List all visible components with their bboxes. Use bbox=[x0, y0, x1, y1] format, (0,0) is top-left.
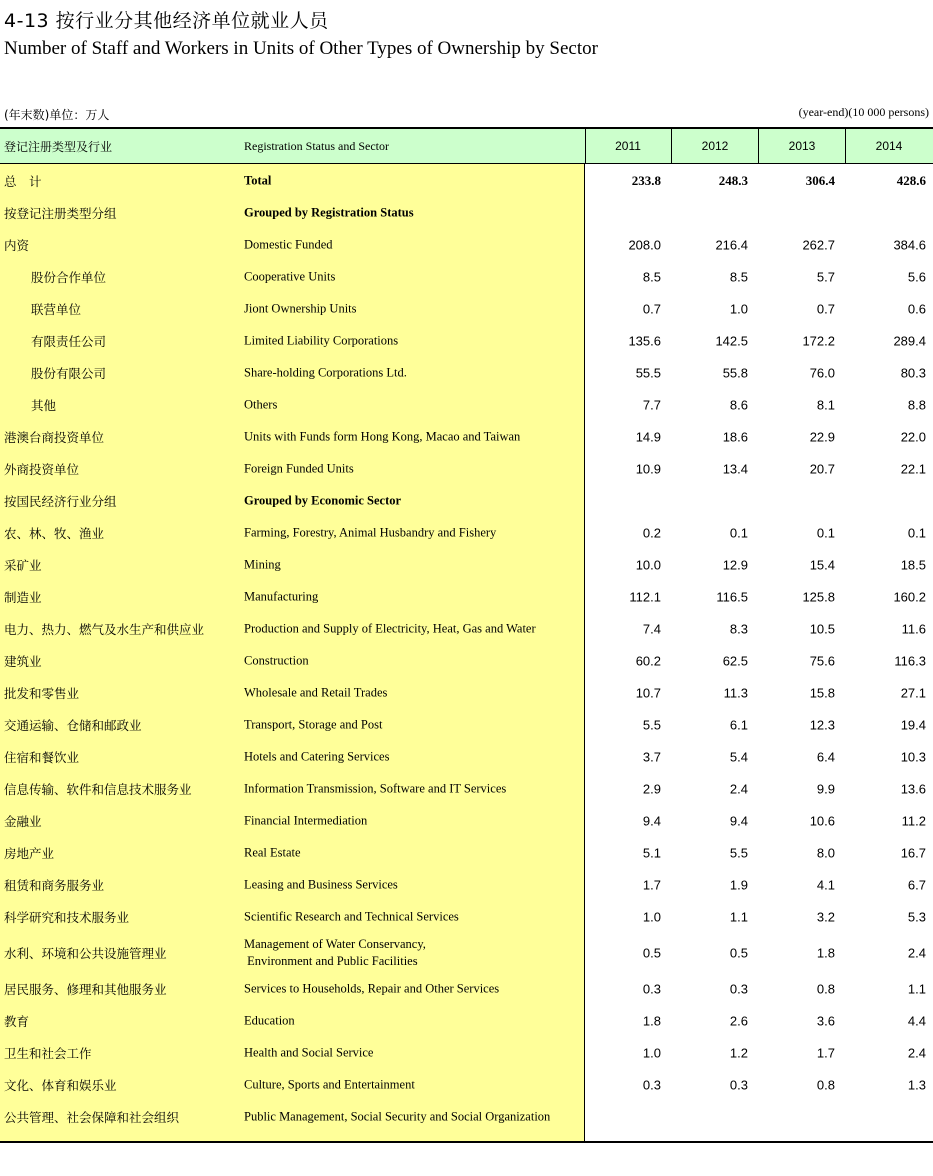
value-cell-2013: 306.4 bbox=[805, 173, 835, 188]
row-label-english: Limited Liability Corporations bbox=[244, 333, 399, 348]
row-label-chinese: 港澳台商投资单位 bbox=[4, 430, 105, 445]
table-row bbox=[0, 421, 933, 453]
row-label-chinese: 金融业 bbox=[4, 814, 42, 829]
value-cell-2011: 5.1 bbox=[642, 845, 661, 861]
table-row bbox=[0, 1005, 933, 1037]
value-cell-2011: 0.7 bbox=[642, 301, 661, 317]
value-cell-2011: 8.5 bbox=[642, 269, 661, 285]
value-cell-2012: 62.5 bbox=[722, 653, 748, 669]
row-label-chinese: 公共管理、社会保障和社会组织 bbox=[4, 1110, 180, 1125]
value-cell-2014: 0.6 bbox=[907, 301, 926, 317]
row-label-chinese: 按国民经济行业分组 bbox=[4, 494, 117, 509]
value-cell-2013: 22.9 bbox=[809, 429, 835, 445]
row-label-chinese: 电力、热力、燃气及水生产和供应业 bbox=[4, 622, 205, 637]
value-cell-2011: 1.8 bbox=[642, 1013, 661, 1029]
value-cell-2011: 1.0 bbox=[642, 1045, 661, 1061]
value-cell-2014: 2.4 bbox=[907, 1045, 926, 1061]
table-row bbox=[0, 973, 933, 1005]
row-label-chinese: 其他 bbox=[31, 398, 57, 413]
table-row bbox=[0, 549, 933, 581]
value-cell-2013: 8.1 bbox=[816, 397, 835, 413]
value-cell-2014: 80.3 bbox=[900, 365, 926, 381]
table-row bbox=[0, 229, 933, 261]
value-cell-2012: 13.4 bbox=[722, 461, 748, 477]
value-cell-2014: 16.7 bbox=[900, 845, 926, 861]
value-cell-2014: 160.2 bbox=[893, 589, 926, 605]
table-row bbox=[0, 293, 933, 325]
row-label-english: Grouped by Economic Sector bbox=[244, 493, 402, 508]
row-label-chinese: 居民服务、修理和其他服务业 bbox=[4, 982, 167, 997]
value-cell-2011: 2.9 bbox=[642, 781, 661, 797]
row-label-english: Cooperative Units bbox=[244, 269, 336, 284]
row-label-chinese: 采矿业 bbox=[4, 558, 42, 573]
unit-note-english: (year-end)(10 000 persons) bbox=[798, 105, 929, 119]
row-label-chinese: 股份有限公司 bbox=[31, 366, 107, 381]
value-cell-2012: 0.3 bbox=[729, 1077, 748, 1093]
value-cell-2014: 13.6 bbox=[900, 781, 926, 797]
value-cell-2013: 172.2 bbox=[802, 333, 835, 349]
row-label-chinese: 房地产业 bbox=[4, 846, 55, 861]
value-cell-2014: 384.6 bbox=[893, 237, 926, 253]
table-body bbox=[0, 165, 933, 1133]
value-cell-2011: 60.2 bbox=[635, 653, 661, 669]
value-cell-2011: 7.7 bbox=[642, 397, 661, 413]
value-cell-2012: 216.4 bbox=[715, 237, 748, 253]
row-label-chinese: 建筑业 bbox=[4, 654, 42, 669]
value-cell-2013: 9.9 bbox=[816, 781, 835, 797]
row-label-english: Foreign Funded Units bbox=[244, 461, 354, 476]
value-cell-2011: 55.5 bbox=[635, 365, 661, 381]
row-label-english: Wholesale and Retail Trades bbox=[244, 685, 388, 700]
row-label-english: Jiont Ownership Units bbox=[244, 301, 357, 316]
row-label-chinese: 交通运输、仓储和邮政业 bbox=[4, 718, 142, 733]
table-row bbox=[0, 1069, 933, 1101]
row-label-english: Others bbox=[244, 397, 278, 412]
row-label-english: Culture, Sports and Entertainment bbox=[244, 1077, 415, 1092]
row-label-chinese: 文化、体育和娱乐业 bbox=[4, 1078, 117, 1093]
table-row bbox=[0, 1037, 933, 1069]
value-cell-2014: 27.1 bbox=[900, 685, 926, 701]
value-cell-2012: 11.3 bbox=[723, 685, 748, 701]
table-row bbox=[0, 613, 933, 645]
header-year-2012: 2012 bbox=[701, 139, 729, 153]
value-cell-2013: 10.5 bbox=[809, 621, 835, 637]
row-label-english: Share-holding Corporations Ltd. bbox=[244, 365, 407, 380]
value-cell-2012: 5.4 bbox=[729, 749, 748, 765]
value-cell-2012: 0.5 bbox=[729, 945, 748, 961]
value-cell-2011: 208.0 bbox=[628, 237, 661, 253]
row-label-chinese: 联营单位 bbox=[31, 302, 82, 317]
table-row bbox=[0, 741, 933, 773]
table-row bbox=[0, 517, 933, 549]
value-cell-2011: 7.4 bbox=[642, 621, 661, 637]
header-year-2011: 2011 bbox=[615, 139, 641, 153]
value-cell-2011: 1.7 bbox=[642, 877, 661, 893]
row-label-chinese: 水利、环境和公共设施管理业 bbox=[4, 946, 167, 961]
value-cell-2014: 0.1 bbox=[907, 525, 926, 541]
row-label-english: Domestic Funded bbox=[244, 237, 333, 252]
row-label-english: Transport, Storage and Post bbox=[244, 717, 383, 732]
row-label-english: Units with Funds form Hong Kong, Macao and Taiwan bbox=[244, 429, 521, 444]
value-cell-2014: 1.3 bbox=[907, 1077, 926, 1093]
value-cell-2014: 18.5 bbox=[900, 557, 926, 573]
value-cell-2012: 6.1 bbox=[729, 717, 748, 733]
table-header-row bbox=[0, 129, 933, 164]
table-bottom-rule bbox=[0, 1141, 933, 1143]
header-year-2013: 2013 bbox=[788, 139, 816, 153]
value-cell-2013: 3.6 bbox=[816, 1013, 835, 1029]
row-label-english: Production and Supply of Electricity, Heat, Gas and Water bbox=[244, 621, 536, 636]
table-row bbox=[0, 581, 933, 613]
value-cell-2014: 289.4 bbox=[893, 333, 926, 349]
row-label-english-line2: Environment and Public Facilities bbox=[244, 954, 418, 968]
row-label-english: Financial Intermediation bbox=[244, 813, 368, 828]
value-cell-2012: 2.4 bbox=[729, 781, 748, 797]
row-label-chinese: 总 计 bbox=[4, 174, 42, 189]
value-cell-2012: 8.3 bbox=[729, 621, 748, 637]
value-cell-2012: 12.9 bbox=[722, 557, 748, 573]
value-cell-2013: 125.8 bbox=[802, 589, 835, 605]
value-cell-2011: 5.5 bbox=[642, 717, 661, 733]
value-cell-2011: 9.4 bbox=[642, 813, 661, 829]
value-cell-2012: 116.5 bbox=[716, 589, 748, 605]
unit-note-chinese: (年末数)单位：万人 bbox=[4, 108, 110, 122]
table-row bbox=[0, 485, 933, 517]
value-cell-2013: 76.0 bbox=[809, 365, 835, 381]
value-cell-2013: 15.8 bbox=[809, 685, 835, 701]
value-cell-2012: 0.3 bbox=[729, 981, 748, 997]
header-label-english: Registration Status and Sector bbox=[244, 139, 389, 153]
table-row bbox=[0, 677, 933, 709]
table-row bbox=[0, 709, 933, 741]
value-cell-2013: 12.3 bbox=[809, 717, 835, 733]
row-label-chinese: 内资 bbox=[4, 238, 30, 253]
row-label-english: Grouped by Registration Status bbox=[244, 205, 414, 220]
value-cell-2013: 0.8 bbox=[816, 1077, 835, 1093]
table-row bbox=[0, 773, 933, 805]
value-cell-2011: 10.0 bbox=[635, 557, 661, 573]
value-cell-2012: 55.8 bbox=[722, 365, 748, 381]
value-cell-2011: 112.1 bbox=[629, 589, 661, 605]
table-row bbox=[0, 837, 933, 869]
value-cell-2013: 0.1 bbox=[816, 525, 835, 541]
value-cell-2012: 1.1 bbox=[729, 909, 748, 925]
value-cell-2013: 20.7 bbox=[809, 461, 835, 477]
value-cell-2012: 9.4 bbox=[729, 813, 748, 829]
value-cell-2014: 4.4 bbox=[907, 1013, 926, 1029]
value-cell-2011: 135.6 bbox=[628, 333, 661, 349]
value-cell-2011: 0.3 bbox=[642, 1077, 661, 1093]
row-label-chinese: 按登记注册类型分组 bbox=[4, 206, 117, 221]
row-label-english: Farming, Forestry, Animal Husbandry and Fishery bbox=[244, 525, 497, 540]
table-row bbox=[0, 869, 933, 901]
row-label-chinese: 外商投资单位 bbox=[4, 462, 80, 477]
value-cell-2014: 11.6 bbox=[901, 621, 926, 637]
value-cell-2012: 18.6 bbox=[722, 429, 748, 445]
value-cell-2013: 75.6 bbox=[809, 653, 835, 669]
value-cell-2011: 1.0 bbox=[642, 909, 661, 925]
value-cell-2013: 10.6 bbox=[809, 813, 835, 829]
table-row bbox=[0, 901, 933, 933]
value-cell-2014: 5.6 bbox=[907, 269, 926, 285]
value-cell-2011: 0.5 bbox=[642, 945, 661, 961]
row-label-chinese: 批发和零售业 bbox=[4, 686, 80, 701]
row-label-chinese: 农、林、牧、渔业 bbox=[4, 526, 105, 541]
row-label-english bbox=[244, 936, 426, 970]
table-row bbox=[0, 197, 933, 229]
row-label-english: Leasing and Business Services bbox=[244, 877, 398, 892]
value-cell-2011: 0.2 bbox=[642, 525, 661, 541]
row-label-english: Public Management, Social Security and Social Organization bbox=[244, 1109, 551, 1124]
value-cell-2014: 10.3 bbox=[900, 749, 926, 765]
value-cell-2011: 10.9 bbox=[635, 461, 661, 477]
row-label-english: Services to Households, Repair and Other Services bbox=[244, 981, 500, 996]
table-row bbox=[0, 261, 933, 293]
table-row bbox=[0, 389, 933, 421]
table-row bbox=[0, 325, 933, 357]
row-label-english: Scientific Research and Technical Services bbox=[244, 909, 459, 924]
value-cell-2014: 19.4 bbox=[900, 717, 926, 733]
table-row bbox=[0, 453, 933, 485]
value-cell-2012: 2.6 bbox=[729, 1013, 748, 1029]
row-label-english: Construction bbox=[244, 653, 309, 668]
row-label-english: Real Estate bbox=[244, 845, 301, 860]
row-label-chinese: 制造业 bbox=[4, 590, 42, 605]
value-cell-2011: 14.9 bbox=[635, 429, 661, 445]
value-cell-2013: 3.2 bbox=[816, 909, 835, 925]
value-cell-2014: 2.4 bbox=[907, 945, 926, 961]
row-label-english: Hotels and Catering Services bbox=[244, 749, 390, 764]
value-cell-2014: 5.3 bbox=[907, 909, 926, 925]
value-cell-2011: 233.8 bbox=[631, 173, 661, 188]
value-cell-2012: 1.2 bbox=[729, 1045, 748, 1061]
row-label-english: Manufacturing bbox=[244, 589, 319, 604]
row-label-chinese: 科学研究和技术服务业 bbox=[4, 910, 130, 925]
header-year-2014: 2014 bbox=[875, 139, 903, 153]
value-cell-2014: 22.1 bbox=[900, 461, 926, 477]
value-cell-2013: 6.4 bbox=[816, 749, 835, 765]
value-cell-2014: 428.6 bbox=[896, 173, 926, 188]
table-row bbox=[0, 1101, 933, 1133]
value-cell-2013: 8.0 bbox=[816, 845, 835, 861]
value-cell-2013: 1.8 bbox=[816, 945, 835, 961]
row-label-chinese: 教育 bbox=[4, 1014, 30, 1029]
table-row bbox=[0, 805, 933, 837]
value-cell-2012: 5.5 bbox=[729, 845, 748, 861]
row-label-english: Information Transmission, Software and IT Services bbox=[244, 781, 507, 796]
value-cell-2013: 0.8 bbox=[816, 981, 835, 997]
value-cell-2011: 10.7 bbox=[635, 685, 661, 701]
table-row bbox=[0, 933, 933, 973]
value-cell-2014: 116.3 bbox=[894, 653, 926, 669]
value-cell-2014: 8.8 bbox=[907, 397, 926, 413]
value-cell-2012: 248.3 bbox=[718, 173, 748, 188]
value-cell-2012: 1.0 bbox=[729, 301, 748, 317]
row-label-chinese: 有限责任公司 bbox=[31, 334, 107, 349]
row-label-english: Health and Social Service bbox=[244, 1045, 374, 1060]
header-label-chinese: 登记注册类型及行业 bbox=[4, 140, 113, 154]
value-cell-2014: 22.0 bbox=[900, 429, 926, 445]
row-label-english-line1: Management of Water Conservancy, bbox=[244, 937, 426, 951]
row-label-chinese: 住宿和餐饮业 bbox=[4, 750, 80, 765]
value-cell-2014: 11.2 bbox=[901, 813, 926, 829]
row-label-english: Mining bbox=[244, 557, 281, 572]
table-row bbox=[0, 165, 933, 197]
row-label-english: Education bbox=[244, 1013, 295, 1028]
table-row bbox=[0, 357, 933, 389]
row-label-english: Total bbox=[244, 173, 272, 188]
value-cell-2013: 1.7 bbox=[816, 1045, 835, 1061]
value-cell-2013: 15.4 bbox=[809, 557, 835, 573]
row-label-chinese: 租赁和商务服务业 bbox=[4, 878, 105, 893]
value-cell-2013: 262.7 bbox=[802, 237, 835, 253]
value-cell-2013: 4.1 bbox=[816, 877, 835, 893]
value-cell-2012: 8.6 bbox=[729, 397, 748, 413]
row-label-chinese: 股份合作单位 bbox=[31, 270, 107, 285]
table-title-english: Number of Staff and Workers in Units of Other Types of Ownership by Sector bbox=[4, 38, 598, 59]
row-label-chinese: 信息传输、软件和信息技术服务业 bbox=[4, 782, 192, 797]
value-cell-2014: 1.1 bbox=[907, 981, 926, 997]
table-title-chinese: 4-13 按行业分其他经济单位就业人员 bbox=[4, 10, 329, 32]
row-label-chinese: 卫生和社会工作 bbox=[4, 1046, 92, 1061]
value-cell-2011: 3.7 bbox=[642, 749, 661, 765]
table-row bbox=[0, 645, 933, 677]
value-cell-2013: 0.7 bbox=[816, 301, 835, 317]
value-cell-2011: 0.3 bbox=[642, 981, 661, 997]
value-cell-2012: 0.1 bbox=[729, 525, 748, 541]
value-cell-2012: 8.5 bbox=[729, 269, 748, 285]
value-cell-2012: 142.5 bbox=[715, 333, 748, 349]
value-cell-2012: 1.9 bbox=[729, 877, 748, 893]
value-cell-2013: 5.7 bbox=[816, 269, 835, 285]
value-cell-2014: 6.7 bbox=[907, 877, 926, 893]
